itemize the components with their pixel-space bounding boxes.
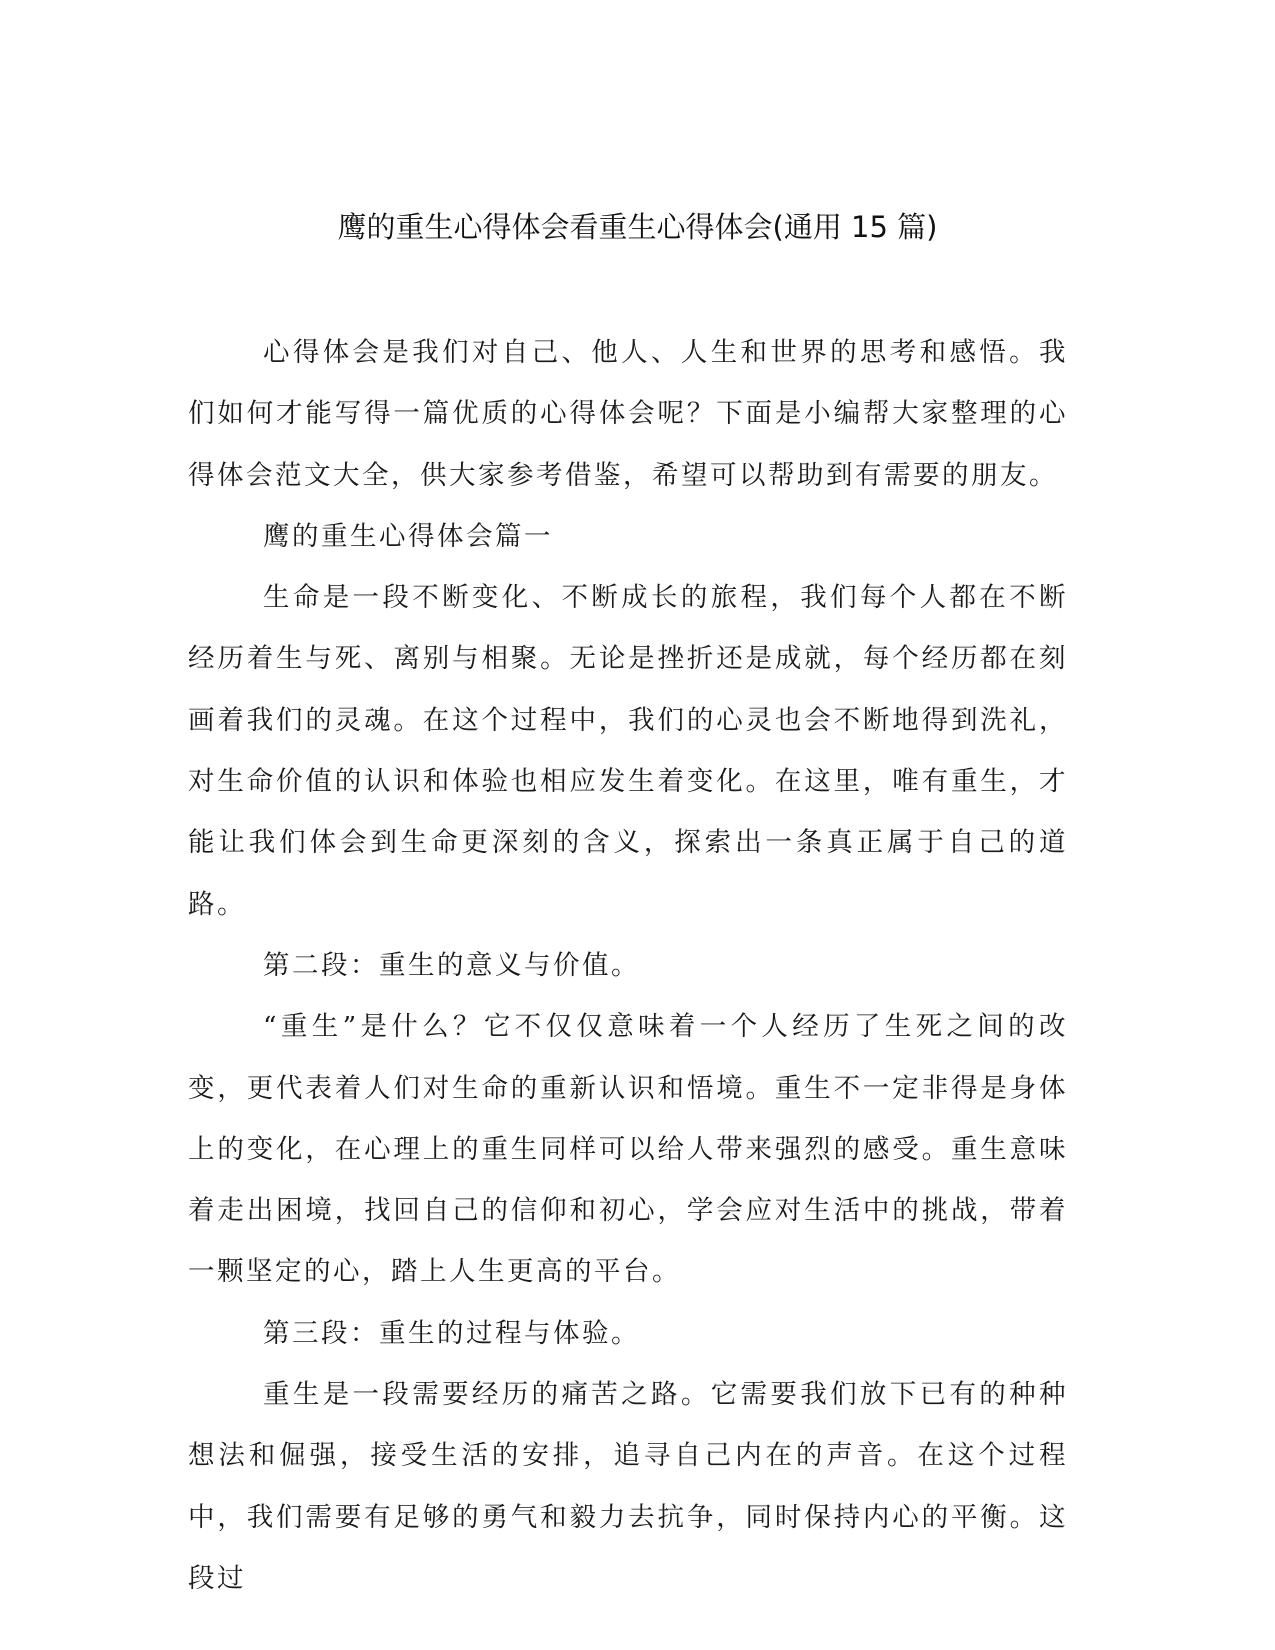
intro-paragraph: 心得体会是我们对自己、他人、人生和世界的思考和感悟。我们如何才能写得一篇优质的心得体会呢？下面是小编帮大家整理的心得体会范文大全，供大家参考借鉴，希望可以帮助到有需要的朋友。 <box>188 337 1068 491</box>
document-body <box>188 322 1068 1609</box>
document-title: 鹰的重生心得体会看重生心得体会(通用 15 篇) <box>337 210 938 244</box>
section-heading-third: 第三段：重生的过程与体验。 <box>263 1317 640 1349</box>
body-paragraph: 重生是一段需要经历的痛苦之路。它需要我们放下已有的种种想法和倔强，接受生活的安排，追寻自己内在的声音。在这个过程中，我们需要有足够的勇气和毅力去抗争，同时保持内心的平衡。这段过 <box>188 1379 1068 1594</box>
body-paragraph: 生命是一段不断变化、不断成长的旅程，我们每个人都在不断经历着生与死、离别与相聚。无论是挫折还是成就，每个经历都在刻画着我们的灵魂。在这个过程中，我们的心灵也会不断地得到洗礼，对生命价值的认识和体验也相应发生着变化。在这里，唯有重生，才能让我们体会到生命更深刻的含义，探索出一条真正属于自己的道路。 <box>188 582 1068 920</box>
body-paragraph: “重生”是什么？它不仅仅意味着一个人经历了生死之间的改变，更代表着人们对生命的重新认识和悟境。重生不一定非得是身体上的变化，在心理上的重生同样可以给人带来强烈的感受。重生意味着走出困境，找回自己的信仰和初心，学会应对生活中的挑战，带着一颗坚定的心，踏上人生更高的平台。 <box>188 1011 1068 1288</box>
section-heading-second: 第二段：重生的意义与价值。 <box>263 949 640 981</box>
section-heading-part-one: 鹰的重生心得体会篇一 <box>263 520 553 552</box>
